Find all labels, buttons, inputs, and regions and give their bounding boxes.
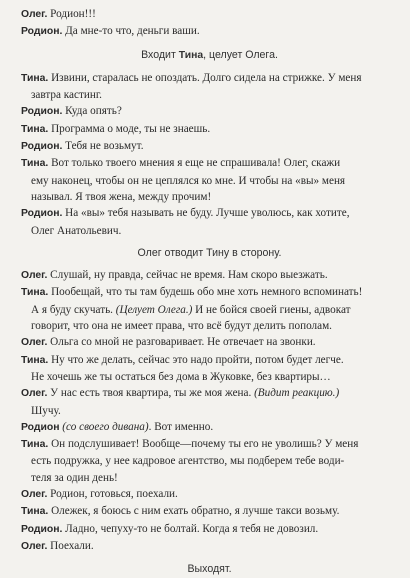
line-text: Программа о моде, ты не знаешь. — [48, 122, 211, 135]
speaker: Тина. — [21, 72, 49, 84]
speaker: Родион. — [21, 523, 63, 535]
line-continuation: называл. Я твоя жена, между прочим! — [31, 190, 212, 203]
speaker: Олег. — [21, 540, 48, 552]
speaker: Тина. — [21, 439, 49, 451]
line-18 — [21, 521, 398, 538]
line-text: Куда опять? — [62, 105, 122, 118]
speaker: Тина. — [21, 158, 49, 170]
line-text: Пообещай, что ты там будешь обо мне хоть немного вспоминать! — [48, 286, 363, 299]
line-continuation: ему наконец, чтобы он не цеплялся ко мне. И чтобы на «вы» меня — [31, 174, 346, 187]
line-continuation: Не хочешь же ты остаться без дома в Жуковке, без квартиры… — [31, 370, 331, 383]
line-continuation: завтра кастинг. — [31, 89, 102, 102]
line-6 — [21, 138, 398, 155]
line-12 — [21, 352, 398, 369]
line-text: Он подслушивает! Вообще—почему ты его не уволишь? У меня — [48, 438, 359, 451]
line-13 — [21, 385, 398, 402]
speaker: Олег. — [21, 9, 48, 20]
speaker: Тина. — [21, 287, 49, 299]
line-16 — [21, 486, 398, 503]
line-text: Вот только твоего мнения я еще не спрашивала! Олег, скажи — [48, 157, 341, 170]
line-italic: (со своего дивана) — [59, 420, 149, 433]
line-text: Тебя не возьмут. — [62, 140, 144, 153]
line-1 — [21, 6, 398, 23]
line-5 — [21, 121, 398, 138]
line-continuation: теля за один день! — [31, 471, 118, 484]
speaker: Родион — [21, 421, 60, 433]
speaker: Олег. — [21, 388, 48, 400]
line-continuation: есть подружка, у нее кадровое агентство, мы подберем тебе води- — [31, 455, 345, 468]
line-text: Поехали. — [47, 539, 94, 552]
speaker: Родион. — [21, 26, 63, 38]
line-text: Слушай, ну правда, сейчас не время. Нам скоро выезжать. — [47, 269, 328, 282]
line-2 — [21, 23, 398, 40]
line-text: Ладно, чепуху-то не болтай. Когда я тебя не довозил. — [62, 522, 319, 535]
speaker: Тина. — [21, 123, 49, 135]
speaker: Родион. — [21, 106, 63, 118]
line-text: У нас есть твоя квартира, ты же моя жена. — [47, 387, 255, 400]
line-text: Олежек, я боюсь с ним ехать обратно, я лучше такси возьму. — [48, 505, 340, 518]
line-continuation: Шучу. — [31, 404, 61, 417]
line-italic: (Видит реакцию.) — [254, 387, 340, 400]
line-3 — [21, 70, 398, 87]
line-4 — [21, 103, 398, 120]
line-11 — [21, 334, 398, 351]
speaker: Тина. — [21, 354, 49, 366]
line-text: На «вы» тебя называть не буду. Лучше уволюсь, как хотите, — [62, 207, 350, 220]
line-15 — [21, 436, 398, 453]
line-text: . Вот именно. — [148, 420, 214, 433]
line-7 — [21, 155, 398, 172]
speaker: Олег. — [21, 270, 48, 282]
line-continuation: Олег Анатольевич. — [31, 224, 122, 237]
speaker: Родион. — [21, 208, 63, 220]
line-text: Родион!!! — [47, 8, 96, 20]
line-continuation: А я буду скучать. (Целует Олега.) И не бойся своей гиены, адвокат — [31, 303, 351, 316]
speaker: Олег. — [21, 489, 48, 501]
stage-direction-3: Выходят. — [187, 563, 232, 576]
line-text: Ну что же делать, сейчас это надо пройти, потом будет легче. — [48, 353, 344, 366]
line-19 — [21, 538, 398, 555]
line-9 — [21, 267, 398, 284]
speaker: Тина. — [21, 506, 49, 518]
speaker: Родион. — [21, 141, 63, 153]
line-text: Родион, готовься, поехали. — [47, 488, 178, 501]
line-text: Извини, старалась не опоздать. Долго сидела на стрижке. У меня — [48, 71, 362, 84]
line-continuation: говорит, что она не имеет права, что всё будут делить пополам. — [31, 320, 332, 333]
stage-direction-1: Входит Тина, целует Олега. — [141, 48, 278, 61]
line-text: Да мне-то что, деньги ваши. — [62, 25, 200, 38]
stage-direction-2: Олег отводит Тину в сторону. — [137, 246, 282, 259]
line-text: Ольга со мной не разговаривает. Не отвечает на звонки. — [47, 336, 316, 349]
line-8 — [21, 205, 398, 222]
line-17 — [21, 503, 398, 520]
speaker: Олег. — [21, 337, 48, 349]
line-14 — [21, 419, 398, 436]
line-10 — [21, 284, 398, 301]
